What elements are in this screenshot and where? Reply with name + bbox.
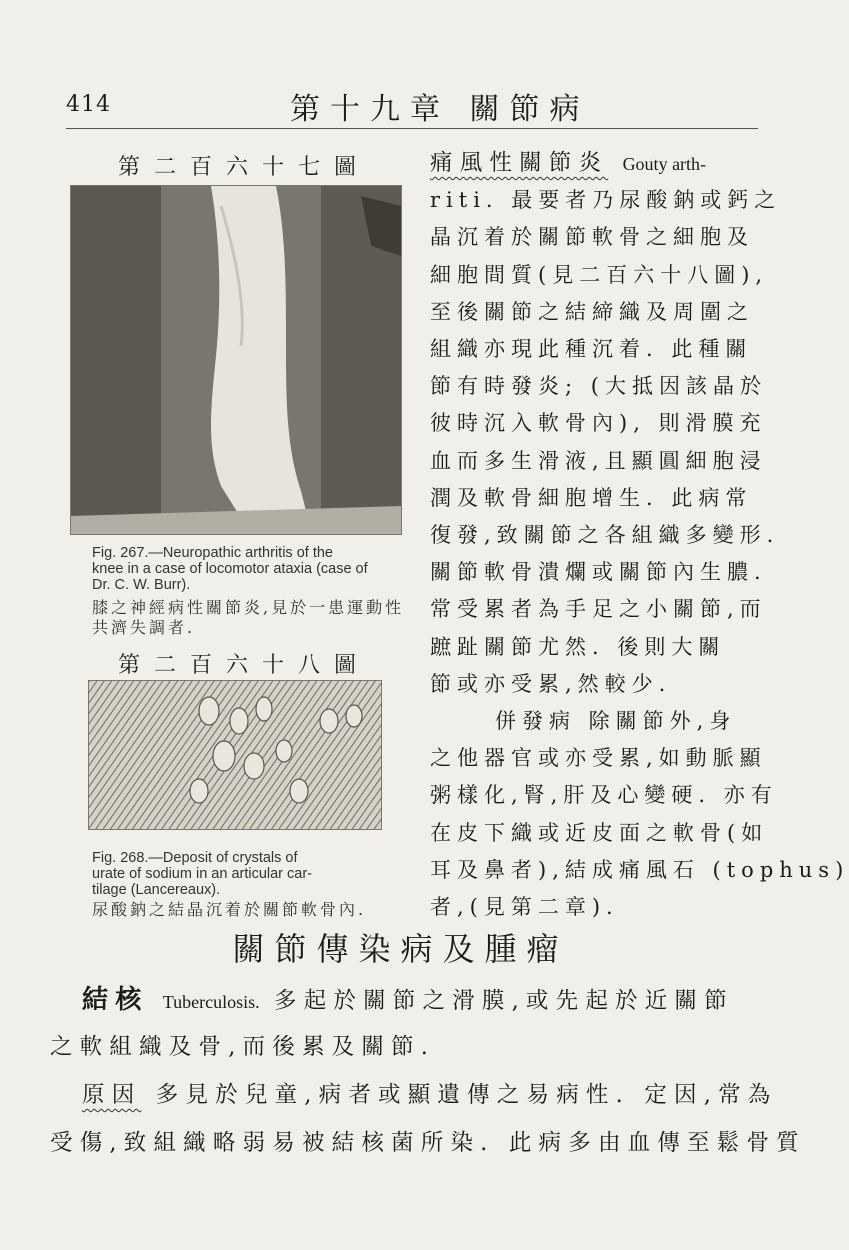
figure-268-title: 第二百六十八圖	[118, 653, 371, 678]
page-number: 414	[66, 92, 111, 117]
right-line-9: 潤及軟骨細胞增生. 此病常	[430, 485, 753, 510]
figure-268-photo	[88, 680, 382, 830]
right-line-13: 蹠趾關節尤然. 後則大關	[430, 634, 726, 659]
cause-line-1-rest: 多見於兒童,病者或顯遺傳之易病性. 定因,常為	[155, 1082, 778, 1108]
tb-line-1	[82, 985, 734, 1017]
right-line-11: 關節軟骨潰爛或關節內生膿.	[430, 560, 767, 585]
right-line-19: 耳及鼻者),結成痛風石 (tophus)	[430, 857, 849, 882]
cause-line-1	[82, 1080, 777, 1110]
right-line-2: 晶沉着於關節軟骨之細胞及	[430, 225, 754, 250]
right-line-14: 節或亦受累,然較少.	[430, 671, 672, 696]
right-line-20: 者,(見第二章).	[430, 895, 619, 919]
gouty-arthritis-heading	[430, 148, 706, 179]
right-line-5: 組織亦現此種沉着. 此種關	[430, 337, 753, 361]
tb-line-2: 之軟組織及骨,而後累及關節.	[50, 1034, 436, 1060]
figure-268-caption-en-2: urate of sodium in an articular car-	[92, 866, 313, 882]
right-line-10: 復發,致關節之各組織多變形.	[430, 523, 780, 547]
running-head: 第十九章 關節病	[290, 92, 590, 127]
right-line-12: 常受累者為手足之小關節,而	[430, 597, 767, 622]
figure-267-caption-en-1: Fig. 267.—Neuropathic arthritis of the	[92, 545, 333, 561]
right-line-7: 彼時沉入軟骨內), 則滑膜充	[430, 411, 767, 436]
right-line-6: 節有時發炎; (大抵因該晶於	[430, 374, 767, 399]
figure-268-caption-cn: 尿酸鈉之結晶沉着於關節軟骨內.	[92, 900, 367, 919]
tb-lat: Tuberculosis.	[162, 992, 260, 1012]
right-line-4: 至後關節之結締織及周圍之	[430, 299, 754, 324]
right-line-8: 血而多生滑液,且顯圓細胞浸	[430, 448, 767, 473]
header-rule	[66, 128, 758, 129]
right-line-17: 粥樣化,腎,肝及心變硬. 亦有	[430, 783, 778, 808]
figure-267-caption-cn-1: 膝之神經病性關節炎,見於一患運動性	[92, 598, 405, 617]
right-line-16: 之他器官或亦受累,如動脈顯	[430, 746, 767, 771]
gouty-heading-cn: 痛風性關節炎	[430, 150, 609, 176]
right-line-18: 在皮下織或近皮面之軟骨(如	[430, 820, 769, 845]
figure-268-caption-en-1: Fig. 268.—Deposit of crystals of	[92, 850, 298, 866]
right-line-3: 細胞間質(見二百六十八圖),	[430, 262, 769, 287]
figure-267-caption-cn-2: 共濟失調者.	[92, 618, 196, 637]
figure-267-title: 第二百六十七圖	[118, 155, 371, 180]
tb-term: 結核	[82, 985, 149, 1015]
tb-line-1-rest: 多起於關節之滑膜,或先起於近關節	[273, 988, 734, 1014]
cause-line-2: 受傷,致組織略弱易被結核菌所染. 此病多由血傳至鬆骨質	[50, 1130, 806, 1156]
gouty-heading-lat: Gouty arth-	[622, 154, 707, 174]
figure-267-photo	[70, 185, 402, 535]
right-line-15: 併發病 除關節外,身	[495, 709, 737, 733]
figure-268-caption-en-3: tilage (Lancereaux).	[92, 882, 221, 898]
section-title: 關節傳染病及腫瘤	[232, 930, 569, 968]
cause-term: 原因	[82, 1082, 142, 1108]
figure-267-caption-en-2: knee in a case of locomotor ataxia (case of	[92, 561, 368, 577]
figure-267-caption-en-3: Dr. C. W. Burr).	[92, 577, 191, 593]
right-line-1: riti. 最要者乃尿酸鈉或鈣之	[430, 188, 782, 213]
